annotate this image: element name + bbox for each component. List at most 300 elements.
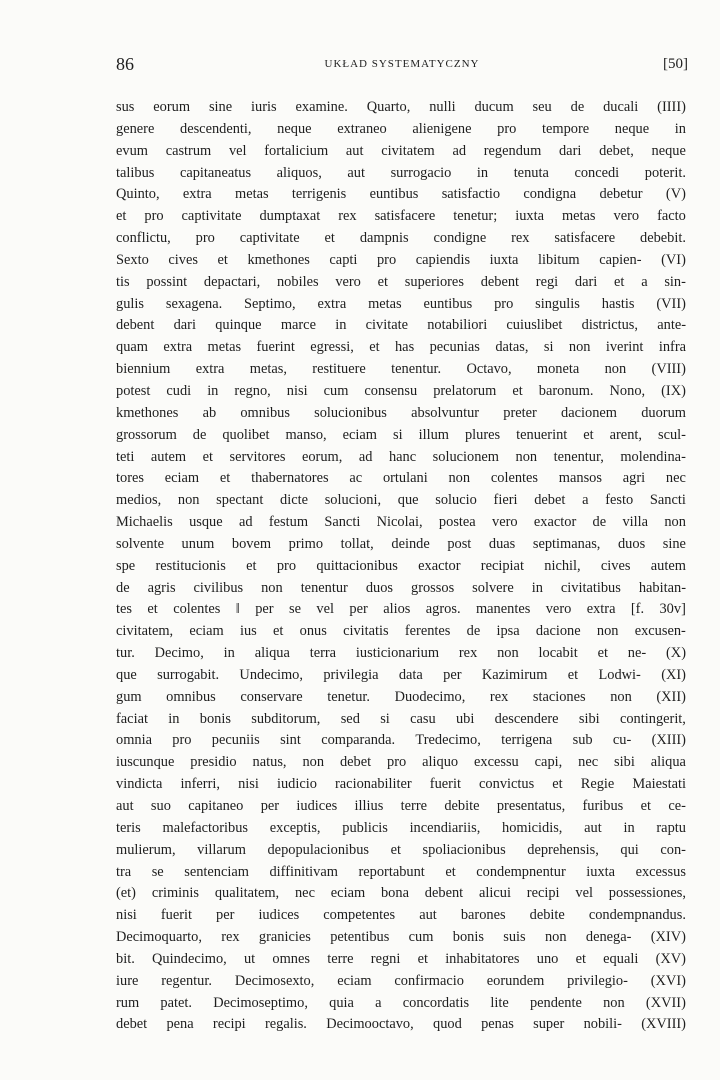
word: non	[544, 929, 567, 946]
word: neque	[614, 120, 650, 137]
word: eciam	[330, 885, 366, 902]
word: penas	[481, 1016, 514, 1033]
word: consensu	[364, 382, 418, 399]
word: (X)	[666, 645, 686, 662]
word: (XVIII)	[641, 1016, 686, 1033]
word: (XVI)	[650, 972, 686, 989]
word: presentatus,	[496, 798, 566, 814]
word: cum	[408, 929, 434, 946]
word: agros.	[425, 601, 461, 618]
word: omnibus	[166, 688, 216, 705]
word: malefactoribus	[162, 819, 249, 836]
word: privilegio-	[567, 972, 628, 989]
text-line	[116, 752, 686, 774]
word: civilibus	[193, 579, 244, 596]
word: concedi	[574, 164, 620, 181]
word: reportabunt	[358, 863, 425, 880]
text-line	[116, 578, 686, 600]
word: (IX)	[661, 382, 686, 399]
word: (V)	[665, 186, 686, 203]
word: depactari,	[203, 273, 261, 290]
word: tores	[116, 470, 144, 487]
word: ducum	[474, 99, 514, 115]
word: habitan-	[638, 579, 686, 596]
word: solvente	[116, 535, 164, 552]
word: medios,	[116, 492, 162, 509]
folio-reference: [50]	[663, 56, 688, 72]
word: sed	[340, 710, 360, 727]
word: nec	[665, 470, 686, 487]
word: rum	[116, 994, 140, 1011]
word: sin-	[664, 273, 686, 290]
word: festum	[268, 514, 309, 531]
word: non	[448, 470, 471, 487]
word: regni	[370, 950, 401, 967]
word: satisfactio	[441, 186, 501, 203]
word: et	[246, 557, 257, 574]
word: omnia	[116, 732, 152, 749]
word: regno,	[234, 382, 271, 399]
word: incendiariis,	[409, 819, 481, 836]
word: Michaelis	[116, 514, 173, 531]
word: si	[380, 710, 390, 727]
word: thabernatores	[251, 470, 329, 487]
word: ab	[202, 404, 217, 421]
word: iverint	[605, 339, 644, 356]
word: rex	[511, 230, 530, 247]
word: pecunias	[429, 339, 480, 356]
word: in	[674, 120, 686, 137]
word: regi	[535, 273, 559, 290]
word: iuxta	[515, 208, 544, 225]
word: per	[216, 907, 235, 924]
text-line	[116, 425, 686, 447]
word: sexagena.	[165, 295, 223, 312]
word: ce-	[668, 798, 686, 814]
word: et	[614, 273, 625, 290]
word: aut	[347, 164, 365, 181]
word: dumptaxat	[259, 208, 321, 225]
word: vel	[575, 885, 593, 902]
word: genere	[116, 120, 155, 137]
word: bonis	[199, 710, 231, 727]
word: debite	[444, 798, 480, 814]
word: et	[597, 645, 608, 662]
word: colentes	[173, 601, 221, 618]
word: suo	[150, 798, 171, 814]
word: onus	[299, 623, 327, 640]
word: si	[392, 426, 403, 443]
word: recipiat	[480, 557, 524, 574]
word: postea	[438, 514, 476, 531]
word: patet.	[160, 994, 192, 1011]
word: regentur.	[161, 972, 212, 989]
word: (XIV)	[650, 929, 686, 946]
word: (VIII)	[651, 361, 686, 378]
word: pro	[195, 230, 215, 247]
word: quittacionibus	[316, 557, 398, 574]
word: districtus,	[581, 317, 638, 334]
word: (et)	[116, 885, 136, 902]
word: ‖	[235, 601, 240, 618]
text-line	[116, 337, 686, 359]
word: prelatorum	[433, 382, 497, 399]
word: examine.	[295, 99, 348, 115]
word: deinde	[391, 535, 430, 552]
text-line	[116, 687, 686, 709]
word: ipsa	[496, 623, 520, 640]
word: comparanda.	[321, 732, 396, 749]
word: absolvuntur	[411, 404, 480, 421]
word: nisi	[238, 776, 259, 793]
word: debebit.	[640, 230, 686, 247]
word: qualitatem,	[214, 885, 280, 902]
text-line	[116, 818, 686, 840]
word: et	[219, 470, 231, 487]
word: confirmacio	[394, 972, 464, 989]
word: duos	[617, 535, 646, 552]
word: dampnis	[359, 230, 409, 247]
word: debent	[116, 317, 155, 334]
word: Decimo,	[154, 645, 204, 662]
word: capi,	[534, 754, 563, 771]
word: scul-	[657, 426, 686, 443]
word: non	[610, 688, 632, 705]
word: omnes	[272, 950, 310, 967]
word: duorum	[641, 404, 686, 421]
word: suis	[503, 929, 526, 946]
word: et	[552, 776, 563, 793]
word: iudices	[296, 798, 338, 814]
word: quia	[329, 994, 354, 1011]
text-line	[116, 272, 686, 294]
word: exceptis,	[269, 819, 321, 836]
word: (XV)	[655, 950, 686, 967]
word: Duodecimo,	[394, 688, 466, 705]
word: et	[445, 863, 456, 880]
word: granicies	[258, 929, 311, 946]
word: et	[377, 273, 389, 290]
word: (VII)	[656, 295, 686, 312]
word: in	[623, 819, 635, 836]
word: iusticionarium	[355, 645, 440, 662]
word: mansos	[558, 470, 602, 487]
word: ius	[239, 623, 257, 640]
word: per	[260, 798, 280, 814]
text-line	[116, 163, 686, 185]
word: sint	[280, 732, 301, 749]
text-line	[116, 468, 686, 490]
word: debet	[116, 1016, 148, 1033]
word: kmethones	[116, 404, 179, 421]
word: iuscunque	[116, 754, 175, 771]
word: talibus	[116, 164, 155, 181]
word: Octavo,	[466, 361, 512, 378]
word: furibus	[582, 798, 624, 814]
word: dicte	[280, 492, 308, 509]
word: extra	[317, 295, 347, 312]
word: (VI)	[661, 251, 686, 268]
word: manso,	[285, 426, 327, 443]
word: has	[394, 339, 415, 356]
word: vindicta	[116, 776, 163, 793]
word: cives	[168, 251, 198, 268]
word: iuxta	[489, 251, 519, 268]
word: possessiones,	[608, 885, 686, 902]
word: pro	[144, 208, 164, 225]
word: tis	[116, 273, 130, 290]
word: vero	[545, 601, 572, 618]
word: subditorum,	[251, 710, 321, 727]
word: quod	[433, 1016, 462, 1033]
word: notabiliori	[427, 317, 488, 334]
word: depopulacionibus	[267, 841, 369, 858]
word: diffinitivam	[269, 863, 338, 880]
word: spectant	[216, 492, 264, 509]
word: capien-	[599, 251, 642, 268]
word: ac	[349, 470, 363, 487]
word: Undecimo,	[239, 666, 303, 683]
word: regalis.	[264, 1016, 307, 1033]
word: bona	[380, 885, 409, 902]
word: Kazimirum	[481, 666, 548, 683]
word: pro	[497, 120, 517, 137]
word: Decimoquarto,	[116, 929, 202, 946]
word: et	[575, 950, 586, 967]
word: privilegia	[323, 666, 379, 683]
text-line	[116, 840, 686, 862]
word: data	[398, 666, 423, 683]
word: vero	[492, 514, 518, 531]
word: non	[603, 994, 625, 1011]
text-line	[116, 359, 686, 381]
word: alios	[383, 601, 411, 618]
word: raptu	[656, 819, 686, 836]
word: surrogacio	[390, 164, 452, 181]
word: plures	[464, 426, 501, 443]
word: Lodwi-	[598, 666, 641, 683]
word: nobili-	[583, 1016, 622, 1033]
text-line	[116, 665, 686, 687]
word: Sancti	[649, 492, 686, 509]
word: capti	[329, 251, 358, 268]
word: servitores	[229, 448, 286, 465]
word: exactor	[533, 514, 577, 531]
word: capiendis	[415, 251, 471, 268]
word: fuerit	[160, 907, 192, 924]
word: solucio	[435, 492, 477, 509]
word: capitaneatus	[179, 164, 252, 181]
word: eciam	[342, 426, 377, 443]
word: nisi	[116, 907, 137, 924]
word: moneta	[536, 361, 580, 378]
word: iuris	[251, 99, 277, 115]
word: facto	[657, 208, 686, 225]
word: usque	[189, 514, 223, 531]
word: solucionem	[432, 448, 500, 465]
word: recipi	[526, 885, 560, 902]
word: seu	[532, 99, 552, 115]
word: presidio	[190, 754, 237, 771]
word: debet,	[599, 142, 634, 159]
word: terre	[327, 950, 354, 967]
word: metas,	[249, 361, 287, 378]
word: debetur	[599, 186, 643, 203]
word: festo	[605, 492, 634, 509]
word: eorum	[153, 99, 191, 115]
word: contingerit,	[619, 710, 686, 727]
word: in	[476, 164, 489, 181]
text-line	[116, 905, 686, 927]
body-text	[116, 97, 686, 1036]
word: se	[151, 863, 164, 880]
word: petentibus	[330, 929, 390, 946]
word: et	[567, 666, 579, 683]
word: surrogabit.	[157, 666, 220, 683]
page-number: 86	[116, 54, 134, 74]
word: nichil,	[544, 557, 581, 574]
word: eciam	[337, 972, 372, 989]
word: quam	[116, 339, 148, 356]
word: potest	[116, 382, 151, 399]
word: metas	[561, 208, 596, 225]
word: restitucionis	[155, 557, 226, 574]
word: Decimoseptimo,	[213, 994, 308, 1011]
word: [f.	[630, 601, 645, 618]
word: non	[177, 492, 200, 509]
text-line	[116, 512, 686, 534]
word: faciat	[116, 710, 148, 727]
word: solucioni,	[324, 492, 382, 509]
word: et	[417, 950, 428, 967]
word: in	[223, 645, 235, 662]
text-line	[116, 862, 686, 884]
word: pro	[376, 251, 397, 268]
word: teris	[116, 819, 141, 836]
word: Quinto,	[116, 186, 160, 203]
word: (IIII)	[657, 99, 686, 115]
word: non	[261, 579, 283, 596]
word: grossorum	[116, 426, 177, 443]
word: metas	[368, 295, 402, 312]
word: tenuta	[513, 164, 549, 181]
word: inferri,	[180, 776, 220, 793]
word: tes	[116, 601, 132, 618]
word: bovem	[231, 535, 272, 552]
word: villa	[622, 514, 649, 531]
word: pro	[494, 295, 514, 312]
running-title: UKŁAD SYSTEMATYCZNY	[324, 58, 480, 70]
word: rex	[489, 688, 509, 705]
word: nisi	[286, 382, 308, 399]
word: infra	[658, 339, 686, 356]
word: eorum,	[301, 448, 343, 465]
word: ad	[358, 448, 373, 465]
word: locabit	[538, 645, 578, 662]
word: aut	[584, 819, 602, 836]
word: a	[641, 273, 648, 290]
word: agri	[622, 470, 646, 487]
word: super	[533, 1016, 565, 1033]
word: manentes	[475, 601, 531, 618]
word: (XI)	[661, 666, 686, 683]
word: villarum	[197, 841, 246, 858]
word: competentes	[323, 907, 396, 924]
word: gum	[116, 688, 142, 705]
word: ubi	[455, 710, 475, 727]
word: captivitate	[239, 230, 300, 247]
word: tra	[116, 863, 132, 880]
word: per	[443, 666, 462, 683]
word: deprehensis,	[527, 841, 599, 858]
word: duas	[488, 535, 516, 552]
text-line	[116, 534, 686, 556]
text-line	[116, 993, 686, 1015]
word: tenentur,	[553, 448, 604, 465]
word: sine	[662, 535, 686, 552]
word: ad	[238, 514, 253, 531]
word: nec	[294, 885, 315, 902]
word: agris	[147, 579, 176, 596]
word: hanc	[388, 448, 417, 465]
word: rex	[458, 645, 478, 662]
word: egressi,	[310, 339, 354, 356]
word: vel	[316, 601, 334, 618]
word: aut	[116, 798, 134, 814]
word: condigne	[433, 230, 487, 247]
word: a	[582, 492, 589, 509]
word: evum	[116, 142, 148, 159]
word: et	[583, 426, 594, 443]
word: Tredecimo,	[415, 732, 481, 749]
word: tenentur	[300, 579, 348, 596]
word: possint	[146, 273, 188, 290]
text-line	[116, 883, 686, 905]
text-line	[116, 774, 686, 796]
word: racionabiliter	[335, 776, 412, 793]
word: dacione	[535, 623, 581, 640]
word: teti	[116, 448, 135, 465]
word: colentes	[490, 470, 539, 487]
word: tempore	[541, 120, 590, 137]
word: Quarto,	[366, 99, 411, 115]
word: Sancti	[324, 514, 361, 531]
word: superiores	[404, 273, 464, 290]
word: denega-	[585, 929, 632, 946]
word: eorundem	[486, 972, 545, 989]
word: spoliacionibus	[422, 841, 506, 858]
word: nulli	[429, 99, 456, 115]
word: tur.	[116, 645, 135, 662]
word: tenetur.	[327, 688, 370, 705]
word: illius	[354, 798, 384, 814]
word: si	[543, 339, 554, 356]
word: debet	[339, 754, 372, 771]
word: tenentur.	[391, 361, 442, 378]
word: extra	[182, 186, 212, 203]
word: et	[512, 382, 523, 399]
word: et	[202, 448, 213, 465]
word: civitatem	[381, 142, 435, 159]
word: euntibus	[369, 186, 419, 203]
word: regendum	[483, 142, 542, 159]
word: per	[255, 601, 274, 618]
word: omnibus	[240, 404, 290, 421]
word: sine	[208, 99, 233, 115]
word: vero	[335, 273, 361, 290]
word: ortulani	[382, 470, 428, 487]
word: non	[604, 361, 627, 378]
